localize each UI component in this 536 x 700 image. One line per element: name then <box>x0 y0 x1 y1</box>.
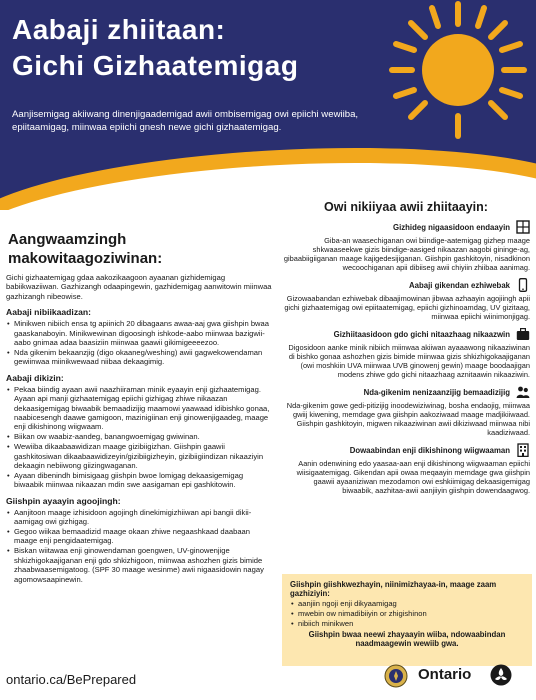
prepare-item-text: Aanin odenwining edo yaasaa-aan enji dikishinong wiigwaaman epiichi wiisigaatemigag. Gikendan apii owaa meqaayin memdage gwa giishpin gaawii ayaaniziwan mezodamon owi eshkiimigag dekaasigemigag biwaabik, aazhitaa-awii aanjiiyin giishpin dowendaagwog. <box>296 459 530 495</box>
page-title-line1: Aabaji zhiitaan: <box>12 14 226 45</box>
list-item: • mwebin ow nimadibiiyin or zhigishinon <box>290 609 524 618</box>
list-item: • Biikan ow waabiz-aandeg, banangwoemigag gwiwinan. <box>6 432 272 441</box>
prepare-item-head <box>282 443 530 457</box>
list-item: • Pekaa biindig ayaan awii naazhiiraman minik eyaayin enji gizhaatemigag. Ayaan api manji gizhaatemigag epiichi gizhigag zhiwe nikaazan dekaasigemigag biwaabik bemaadizijig maamowi yaawaad idibishko gonaa, naabicesengh daawe gamigoon, mazinigiinan enji ginowenjigaadeg, maage enji dikishinong wiigwaam. <box>6 385 272 432</box>
prepare-item-text: Gizowaabandan ezhiwebak dibaajimowinan jibwaa azhaayin agojiingh apii gichi gizhaatemigag owi epiitaatemigag, epiichi gizhinoamdag, UV gizitaag, miinwaa epiichi wiinimonjigag. <box>284 294 530 321</box>
prepare-heading: Owi nikiiyaa awii zhiitaayin: <box>324 200 488 214</box>
prepare-item-forecast <box>282 278 530 321</box>
seal-icon <box>384 664 408 688</box>
risks-heading <box>8 230 272 268</box>
list-item: • Nda gikenim bekaanzjig (digo okaaneg/weshing) awii gagwekowendaman gewiinwaa miinikwewaad niibaa dekaagimig. <box>6 348 272 367</box>
right-column <box>282 200 530 501</box>
list-item: • Aanjitoon maage izhisidoon agojingh dinekimigizhiiwan api bangii dikii-aamigag owi gizhigag. <box>6 508 272 527</box>
list-item: • nibiich minikwen <box>290 619 524 628</box>
prepare-item-head <box>282 327 530 341</box>
section-heading-cool: Aabaji dikizin: <box>6 372 64 383</box>
risks-heading-line1: Aangwaamzingh <box>8 231 127 248</box>
intro-text: Aanjisemigag akiiwang dinenjigaademigad awii ombisemigag owi epiichi wewiiba, epiitaamigag, miinwaa epiichi gnesh newe gichi gizhaatemigag. <box>12 109 359 133</box>
prepare-item-text: Giba-an waasechiganan owi biindige-aatemigag gizhep maage shkwaaseekwe gizis biindige-aasiged nikaazan aagobi gininge-ag, gibaabiigiiganan maage kajigedesijiganan. Giishpin gashkitoyin, nisadkinon wecoochiganan apii dibiiseg awii chiyiin zhiibaa aanimag. <box>283 236 530 272</box>
warning-callout <box>282 574 532 666</box>
list-item: • aanjiin ngoji enji dikyaamigag <box>290 599 524 608</box>
callout-list <box>290 599 524 628</box>
trillium-logo-icon <box>490 664 512 686</box>
prepare-item-text: Nda-gikenim gowe gedi-pitizijig inoodewiziwinag, bosha endaojig, miinwaa gwiij kiwening, memdage gwa giishpin aakoziwaad maage madjikiiwaad. Giishpin gashkitoyin, migwen nikaaziwinan awii dikiziwaad miinwaa nibi kaadiziwaad. <box>286 401 530 437</box>
callout-footer: Giishpin bwaa neewi zhayaayin wiiba, ndowaabindan naadmaagewin wewiib gwa. <box>308 630 506 649</box>
list-item: • Ayaan dibenindh bimisigaag giishpin bwoe lomigag dekaasigemigag biwaabik miinwaa nikaazan mdin swe aasigaman epi gashkitowin. <box>6 471 272 490</box>
cool-list <box>6 385 272 490</box>
section-heading-water: Aabaji nibiikaadizan: <box>6 307 92 318</box>
left-column <box>6 224 272 584</box>
briefcase-icon <box>516 327 530 341</box>
risks-lead-text: Gichi gizhaatemigag gdaa aakozikaagoon ayaanan gizhidemigag babiikwaziiwan. Gazhizangh odaapingewin, gazhidemigag aanwitowin miinwaa gazhizangh nibeowise. <box>6 273 272 301</box>
prepare-item-home <box>282 220 530 272</box>
prepare-item-head <box>282 385 530 399</box>
outside-list <box>6 508 272 584</box>
prepare-item-head <box>282 278 530 292</box>
prepare-item-title: Dowaabindan enji dikishinong wiigwaaman <box>349 445 510 455</box>
prepare-item-title: Gizhideg nigaasidoon endaayin <box>393 222 510 232</box>
header-banner <box>0 0 536 210</box>
prepare-item-title: Aabaji gikendan ezhiwebak <box>409 280 510 290</box>
prepare-item-text: Digosidoon aanke minik nibiich miinwaa akiiwan ayaaawong nikaaziwinan di bishko gonaa ashozhen gizis bimide miinwaa gizis shkizhigokaajiganan (owi moshkiin UVA miinwaa UVB ginowenj gewin) maage boodaajigan modens zhiwe gdo gichi nitaazhaag aznitaawin nikaaziwin. <box>288 343 530 379</box>
callout-heading: Giishpin giishkwezhayin, niinimizhayaa-in, maage zaam gazhiziyin: <box>290 580 497 599</box>
water-list <box>6 319 272 367</box>
prepare-item-neighbours <box>282 385 530 437</box>
list-item: • Minikwen nibiich ensa tg apiinich 20 dibagaans awaa-aaj gwa giishpin bwaa gaaskanaboyin. Minikwewinan digoosingh ishkode-aabo miinwaa bazigwii-aabo gnimaa adaa baasiziin miinwaa gaawii gikimigeeeezoo. <box>6 319 272 347</box>
footer-url-link[interactable]: ontario.ca/BePrepared <box>6 672 137 687</box>
page-title-line2: Gichi Gizhaatemigag <box>12 50 299 81</box>
section-heading-outside: Giishpin ayaayin agoojingh: <box>6 495 121 506</box>
list-item: • Gegoo wiikaa bemaadizid maage okaan zhiwe negaashkaad daabaan maage enji pengidaatemigag. <box>6 527 272 546</box>
prepare-item-title: Gizhiitaasidoon gdo gichi nitaazhaag nikaazwin <box>333 329 510 339</box>
people-icon <box>516 385 530 399</box>
risks-heading-line2: makowitaagoziwinan: <box>8 250 163 267</box>
ontario-logo-text: Ontario <box>418 666 472 683</box>
window-icon <box>516 220 530 234</box>
sun-icon <box>388 0 528 140</box>
prepare-item-cooling-centre <box>282 443 530 495</box>
prepare-item-title: Nda-gikenim nenizaanzijig bemaadizijig <box>363 387 510 397</box>
list-item: • Biskan wiitawaa enji ginowendaman goengwen, UV-ginowenjige shkizhigokaajiganan enji gdo shkizhigoon, miinwaa ashozhen gizis bimide zhaabwaasemigatoog. (SPF 30 maage wesinme) awii nigaasidowin nagay agomowsaapinewin. <box>6 546 272 584</box>
prepare-item-kit <box>282 327 530 379</box>
building-icon <box>516 443 530 457</box>
phone-icon <box>516 278 530 292</box>
list-item: • Wewiiba dikaabaawidizan maage gizibiigizhan. Giishpin gaawii gashkitosiwan dikaabaawidizeyin/gizibiigizheyin, gizibiigiindizan nikaaziyin dekaagin nebiiwong giizingwaganan. <box>6 442 272 470</box>
prepare-item-head <box>282 220 530 234</box>
